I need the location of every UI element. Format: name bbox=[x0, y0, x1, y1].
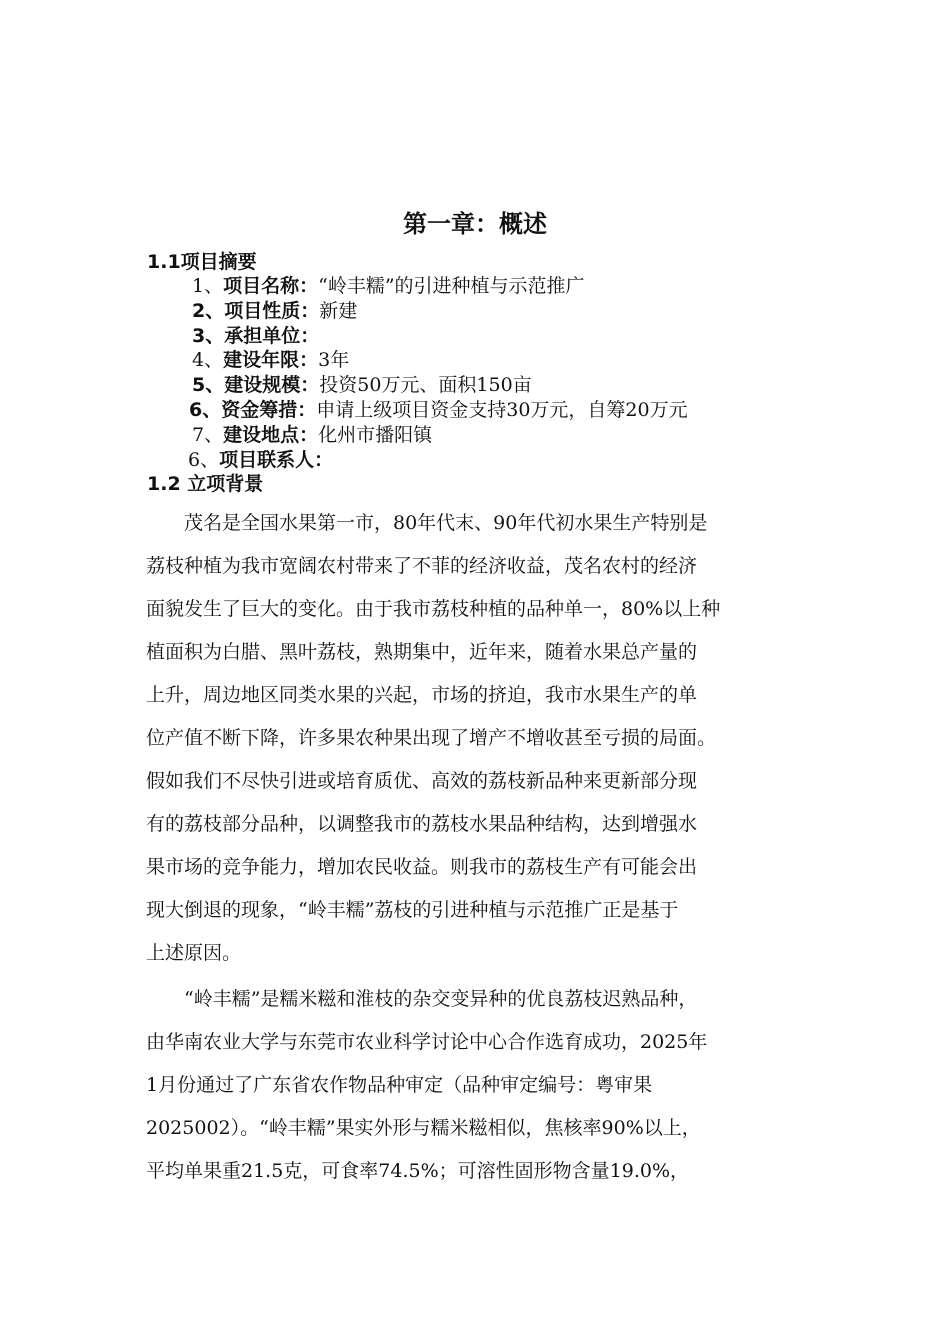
item-number: 3、 bbox=[192, 325, 225, 347]
paragraph-line: 上升，周边地区同类水果的兴起，市场的挤迫，我市水果生产的单 bbox=[146, 684, 698, 706]
item-number: 2、 bbox=[192, 300, 225, 322]
summary-item-location bbox=[192, 422, 432, 448]
summary-item-project-nature bbox=[192, 298, 357, 324]
paragraph-line: 位产值不断下降，许多果农种果出现了增产不增收甚至亏损的局面。 bbox=[146, 727, 717, 749]
item-value: “岭丰糯”的引进种植与示范推广 bbox=[318, 275, 585, 297]
item-label: 承担单位： bbox=[224, 325, 320, 347]
paragraph-line: 上述原因。 bbox=[146, 942, 242, 964]
paragraph-line: “岭丰糯”是糯米糍和淮枝的杂交变异种的优良荔枝迟熟品种， bbox=[184, 988, 698, 1010]
item-label: 项目名称： bbox=[223, 275, 319, 297]
section-heading-background: 1.2 立项背景 bbox=[147, 473, 264, 495]
item-label: 建设规模： bbox=[224, 374, 320, 396]
paragraph-line: 平均单果重21.5克，可食率74.5%；可溶性固形物含量19.0%， bbox=[146, 1160, 690, 1182]
summary-item-contact bbox=[188, 447, 333, 473]
paragraph-line: 现大倒退的现象，“岭丰糯”荔枝的引进种植与示范推广正是基于 bbox=[146, 899, 679, 921]
item-number: 4、 bbox=[192, 349, 224, 371]
summary-item-construction-scale bbox=[192, 372, 532, 398]
item-label: 项目性质： bbox=[224, 300, 320, 322]
section-heading-summary: 1.1项目摘要 bbox=[147, 251, 257, 273]
paragraph-line: 假如我们不尽快引进或培育质优、高效的荔枝新品种来更新部分现 bbox=[146, 770, 698, 792]
summary-item-funding bbox=[189, 397, 688, 423]
item-label: 建设年限： bbox=[223, 349, 319, 371]
paragraph-line: 1月份通过了广东省农作物品种审定（品种审定编号：粤审果 bbox=[146, 1074, 653, 1096]
item-label: 资金筹措： bbox=[221, 399, 317, 421]
summary-item-project-name bbox=[192, 273, 585, 299]
summary-item-undertaking-unit bbox=[192, 323, 319, 349]
paragraph-line: 荔枝种植为我市宽阔农村带来了不菲的经济收益，茂名农村的经济 bbox=[146, 555, 698, 577]
item-label: 项目联系人： bbox=[219, 449, 334, 471]
item-value: 新建 bbox=[319, 300, 358, 322]
item-value: 投资50万元、面积150亩 bbox=[319, 374, 532, 396]
item-value: 申请上级项目资金支持30万元，自筹20万元 bbox=[316, 399, 688, 421]
paragraph-line: 面貌发生了巨大的变化。由于我市荔枝种植的品种单一，80%以上种 bbox=[146, 598, 721, 620]
background-paragraph-1 bbox=[146, 502, 818, 975]
chapter-title: 第一章：概述 bbox=[403, 210, 547, 238]
summary-item-construction-period bbox=[192, 347, 349, 373]
item-number: 7、 bbox=[192, 424, 224, 446]
item-label: 建设地点： bbox=[223, 424, 319, 446]
paragraph-line: 果市场的竞争能力，增加农民收益。则我市的荔枝生产有可能会出 bbox=[146, 856, 698, 878]
paragraph-line: 2025002）。“岭丰糯”果实外形与糯米糍相似，焦核率90%以上， bbox=[146, 1117, 701, 1139]
item-number: 5、 bbox=[192, 374, 225, 396]
item-value: 化州市播阳镇 bbox=[318, 424, 433, 446]
item-number: 6、 bbox=[188, 449, 220, 471]
paragraph-line: 有的荔枝部分品种，以调整我市的荔枝水果品种结构，达到增强水 bbox=[146, 813, 698, 835]
paragraph-line: 植面积为白腊、黑叶荔枝，熟期集中，近年来，随着水果总产量的 bbox=[146, 641, 698, 663]
item-number: 1、 bbox=[192, 275, 224, 297]
paragraph-line: 由华南农业大学与东莞市农业科学讨论中心合作选育成功，2025年 bbox=[146, 1031, 708, 1053]
item-number: 6、 bbox=[189, 399, 222, 421]
item-value: 3年 bbox=[318, 349, 350, 371]
paragraph-line: 茂名是全国水果第一市，80年代末、90年代初水果生产特别是 bbox=[184, 512, 708, 534]
background-paragraph-2 bbox=[146, 978, 818, 1193]
